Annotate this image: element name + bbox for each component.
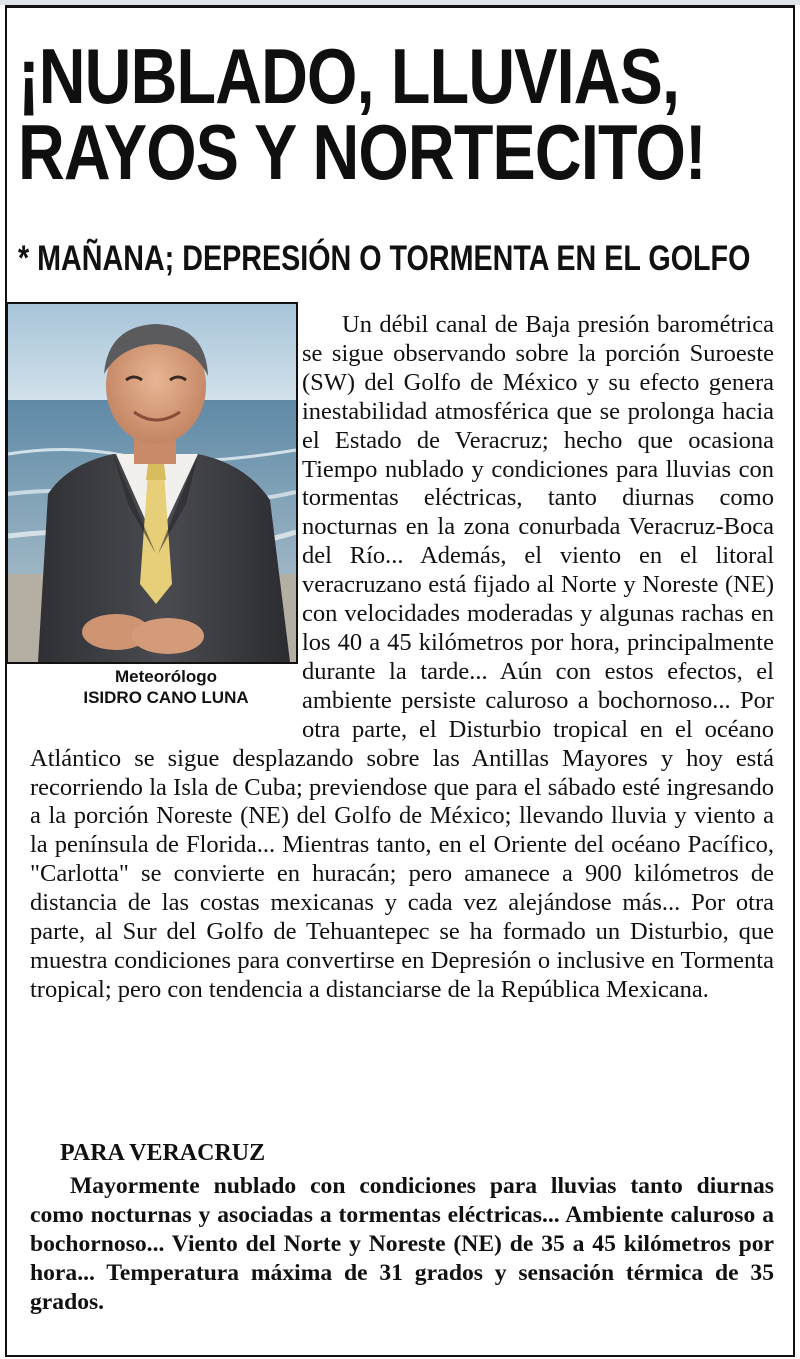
caption-role: Meteorólogo [115,667,217,686]
headline [18,32,706,196]
caption-name: ISIDRO CANO LUNA [83,688,249,707]
photo-float-spacer [30,311,302,723]
headline-line-2: RAYOS Y NORTECITO! [18,108,706,196]
article-body [30,311,774,1005]
body-paragraph: Un débil canal de Baja presión barométrica se sigue observando sobre la porción Suroeste (SW) del Golfo de México y su efecto genera inestabilidad atmosférica que se prolonga hacia el Estado de Veracruz; hecho que ocasiona Tiempo nublado y condiciones para lluvias con tormentas eléctricas, tanto diurnas como nocturnas en la zona conurbada Veracruz-Boca del Río... Además, el viento en el litoral veracruzano está fijado al Norte y Noreste (NE) con velocidades moderadas y algunas rachas en los 40 a 45 kilómetros por hora, principalmente durante la tarde... Aún con estos efectos, el ambiente persiste caluroso a bochornoso... Por otra parte, el Disturbio tropical en el océano Atlántico se sigue desplazando sobre las Antillas Mayores y hoy está recorriendo la Isla de Cuba; previendose que para el sábado esté ingresando a la porción Noreste (NE) del Golfo de México; llevando lluvia y viento a la península de Florida... Mientras tanto, en el Oriente del océano Pacífico, "Carlotta" se convierte en huracán; pero amanece a 900 kilómetros de distancia de las costas mexicanas y cada vez alejándose más... Por otra parte, al Sur del Golfo de Tehuantepec se ha formado un Disturbio, que muestra condiciones para convertirse en Depresión o inclusive en Tormenta tropical; pero con tendencia a distanciarse de la República Mexicana. [30,311,774,1003]
section-title: PARA VERACRUZ [60,1140,266,1166]
forecast-paragraph: Mayormente nublado con condiciones para lluvias tanto diurnas como nocturnas y asociadas a tormentas eléctricas... Ambiente caluroso a bochornoso... Viento del Norte y Noreste (NE) de 35 a 45 kilómetros por hora... Temperatura máxima de 31 grados y sensación térmica de 35 grados. [30,1173,774,1315]
subheadline: * MAÑANA; DEPRESIÓN O TORMENTA EN EL GOLFO [18,239,751,278]
headline-line-1: ¡NUBLADO, LLUVIAS, [18,32,680,120]
